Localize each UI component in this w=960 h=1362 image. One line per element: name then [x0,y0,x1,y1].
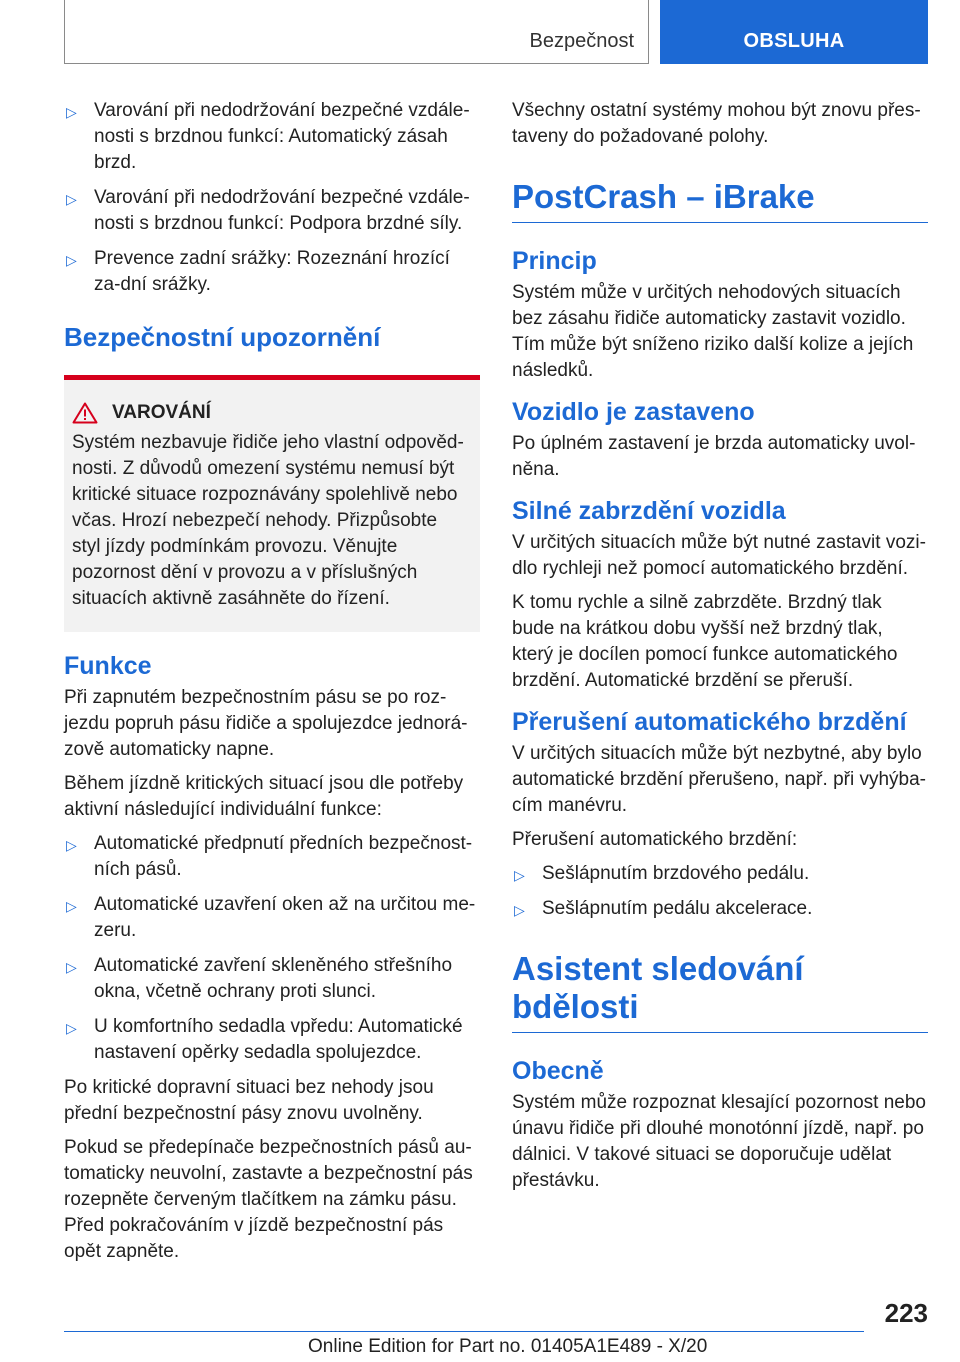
bullet-icon: ▷ [66,191,77,207]
preruseni-paragraph-1: V určitých situacích může být nezbytné, aby bylo automatické brzdění přerušeno, např. při vyhýba-cím manévru. [512,743,926,816]
header-section-box [64,0,649,64]
list-item: ▷ Sešlápnutím pedálu akcelerace. [512,896,928,922]
princip-paragraph: Systém může v určitých nehodových situacích bez zásahu řidiče automaticky zastavit vozidlo. Tím může být sníženo riziko další kolize a jejích následků. [512,282,914,381]
list-item: ▷ U komfortního sedadla vpředu: Automatické nastavení opěrky sedadla spolujezdce. [66,1016,463,1063]
page-number: 223 [884,1298,928,1328]
header-section-title: Bezpečnost [529,30,634,52]
zastaveno-paragraph: Po úplném zastavení je brzda automaticky uvol-něna. [512,433,916,480]
right-column [512,98,928,1202]
bullet-icon: ▷ [66,898,77,914]
intro-paragraph: Všechny ostatní systémy mohou být znovu přes-taveny do požadované polohy. [512,100,921,147]
zastaveno-heading: Vozidlo je zastaveno [512,398,755,426]
funkce-bullet-list [64,831,480,1066]
funkce-paragraph-1: Při zapnutém bezpečnostním pásu se po roz-jezdu popruh pásu řidiče a spolujezdce jednorá-zově automaticky napne. [64,687,468,760]
left-column [64,98,480,1273]
preruseni-paragraph-2: Přerušení automatického brzdění: [512,829,798,850]
warning-title: VAROVÁNÍ [112,402,211,423]
preruseni-heading: Přerušení automatického brzdění [512,708,907,736]
list-item: ▷ Varování při nedodržování bezpečné vzdále-nosti s brzdnou funkcí: Automatický zásah brzd. [66,100,470,173]
header-chapter-tab [660,0,928,64]
safety-heading: Bezpečnostní upozornění [64,322,381,352]
warning-title-row [72,402,470,424]
funkce-paragraph-2: Během jízdně kritických situací jsou dle potřeby aktivní následující individuální funkce: [64,773,464,820]
asistent-heading: Asistent sledování bdělosti [512,950,928,1033]
footer-divider [64,1331,864,1332]
footer-edition: Online Edition for Part no. 01405A1E489 - X/20 [308,1336,708,1357]
bullet-icon: ▷ [514,867,525,883]
bullet-icon: ▷ [66,252,77,268]
silne-heading: Silné zabrzdění vozidla [512,497,786,525]
list-item: ▷ Automatické předpnutí předních bezpečnost-ních pásů. [66,833,473,880]
bullet-icon: ▷ [66,1020,77,1036]
obecne-heading: Obecně [512,1057,604,1085]
funkce-paragraph-4: Pokud se předepínače bezpečnostních pásů au-tomaticky neuvolní, zastavte a bezpečnostní pás rozepněte červeným tlačítkem na zámku pásu. Před pokračováním v jízdě bezpečnostní pás opět zapněte. [64,1137,473,1262]
bullet-icon: ▷ [66,959,77,975]
top-bullet-list [64,98,480,298]
funkce-paragraph-3: Po kritické dopravní situaci bez nehody jsou přední bezpečnostní pásy znovu uvolněny. [64,1077,434,1124]
page-header [64,0,928,64]
silne-paragraph-2: K tomu rychle a silně zabrzděte. Brzdný tlak bude na krátkou dobu vyšší než brzdný tlak, který je docílen pomocí funkce automatického brzdění. Automatické brzdění se přeruší. [512,592,898,691]
bullet-icon: ▷ [66,837,77,853]
warning-triangle-icon [72,402,98,424]
list-item: ▷ Automatické zavření skleněného střešního okna, včetně ochrany proti slunci. [66,955,453,1002]
list-item: ▷ Sešlápnutím brzdového pedálu. [512,861,928,887]
preruseni-bullet-list [512,861,928,922]
warning-box [64,375,480,632]
bullet-icon: ▷ [66,104,77,120]
list-item: ▷ Varování při nedodržování bezpečné vzdále-nosti s brzdnou funkcí: Podpora brzdné síly. [66,187,470,234]
list-item: ▷ Automatické uzavření oken až na určitou me-zeru. [66,894,476,941]
funkce-heading: Funkce [64,652,152,680]
header-chapter-label: OBSLUHA [743,30,845,52]
silne-paragraph-1: V určitých situacích může být nutné zastavit vozi-dlo rychleji než pomocí automatického brzdění. [512,532,926,579]
princip-heading: Princip [512,247,597,275]
obecne-paragraph: Systém může rozpoznat klesající pozornost nebo únavu řidiče při dlouhé monotónní jízdě, např. po dálnici. V takové situaci se doporučuje udělat přestávku. [512,1092,926,1191]
bullet-icon: ▷ [514,902,525,918]
list-item: ▷ Prevence zadní srážky: Rozeznání hrozící za-dní srážky. [66,248,450,295]
postcrash-heading: PostCrash – iBrake [512,178,928,223]
warning-text: Systém nezbavuje řidiče jeho vlastní odpověd-nosti. Z důvodů omezení systému nemusí být kritické situace rozpoznávány spolehlivě nebo včas. Hrozí nebezpečí nehody. Přizpůsobte styl jízdy podmínkám provozu. Věnujte pozornost dění v provozu a v příslušných situacích aktivně zasáhněte do řízení. [72,432,464,609]
